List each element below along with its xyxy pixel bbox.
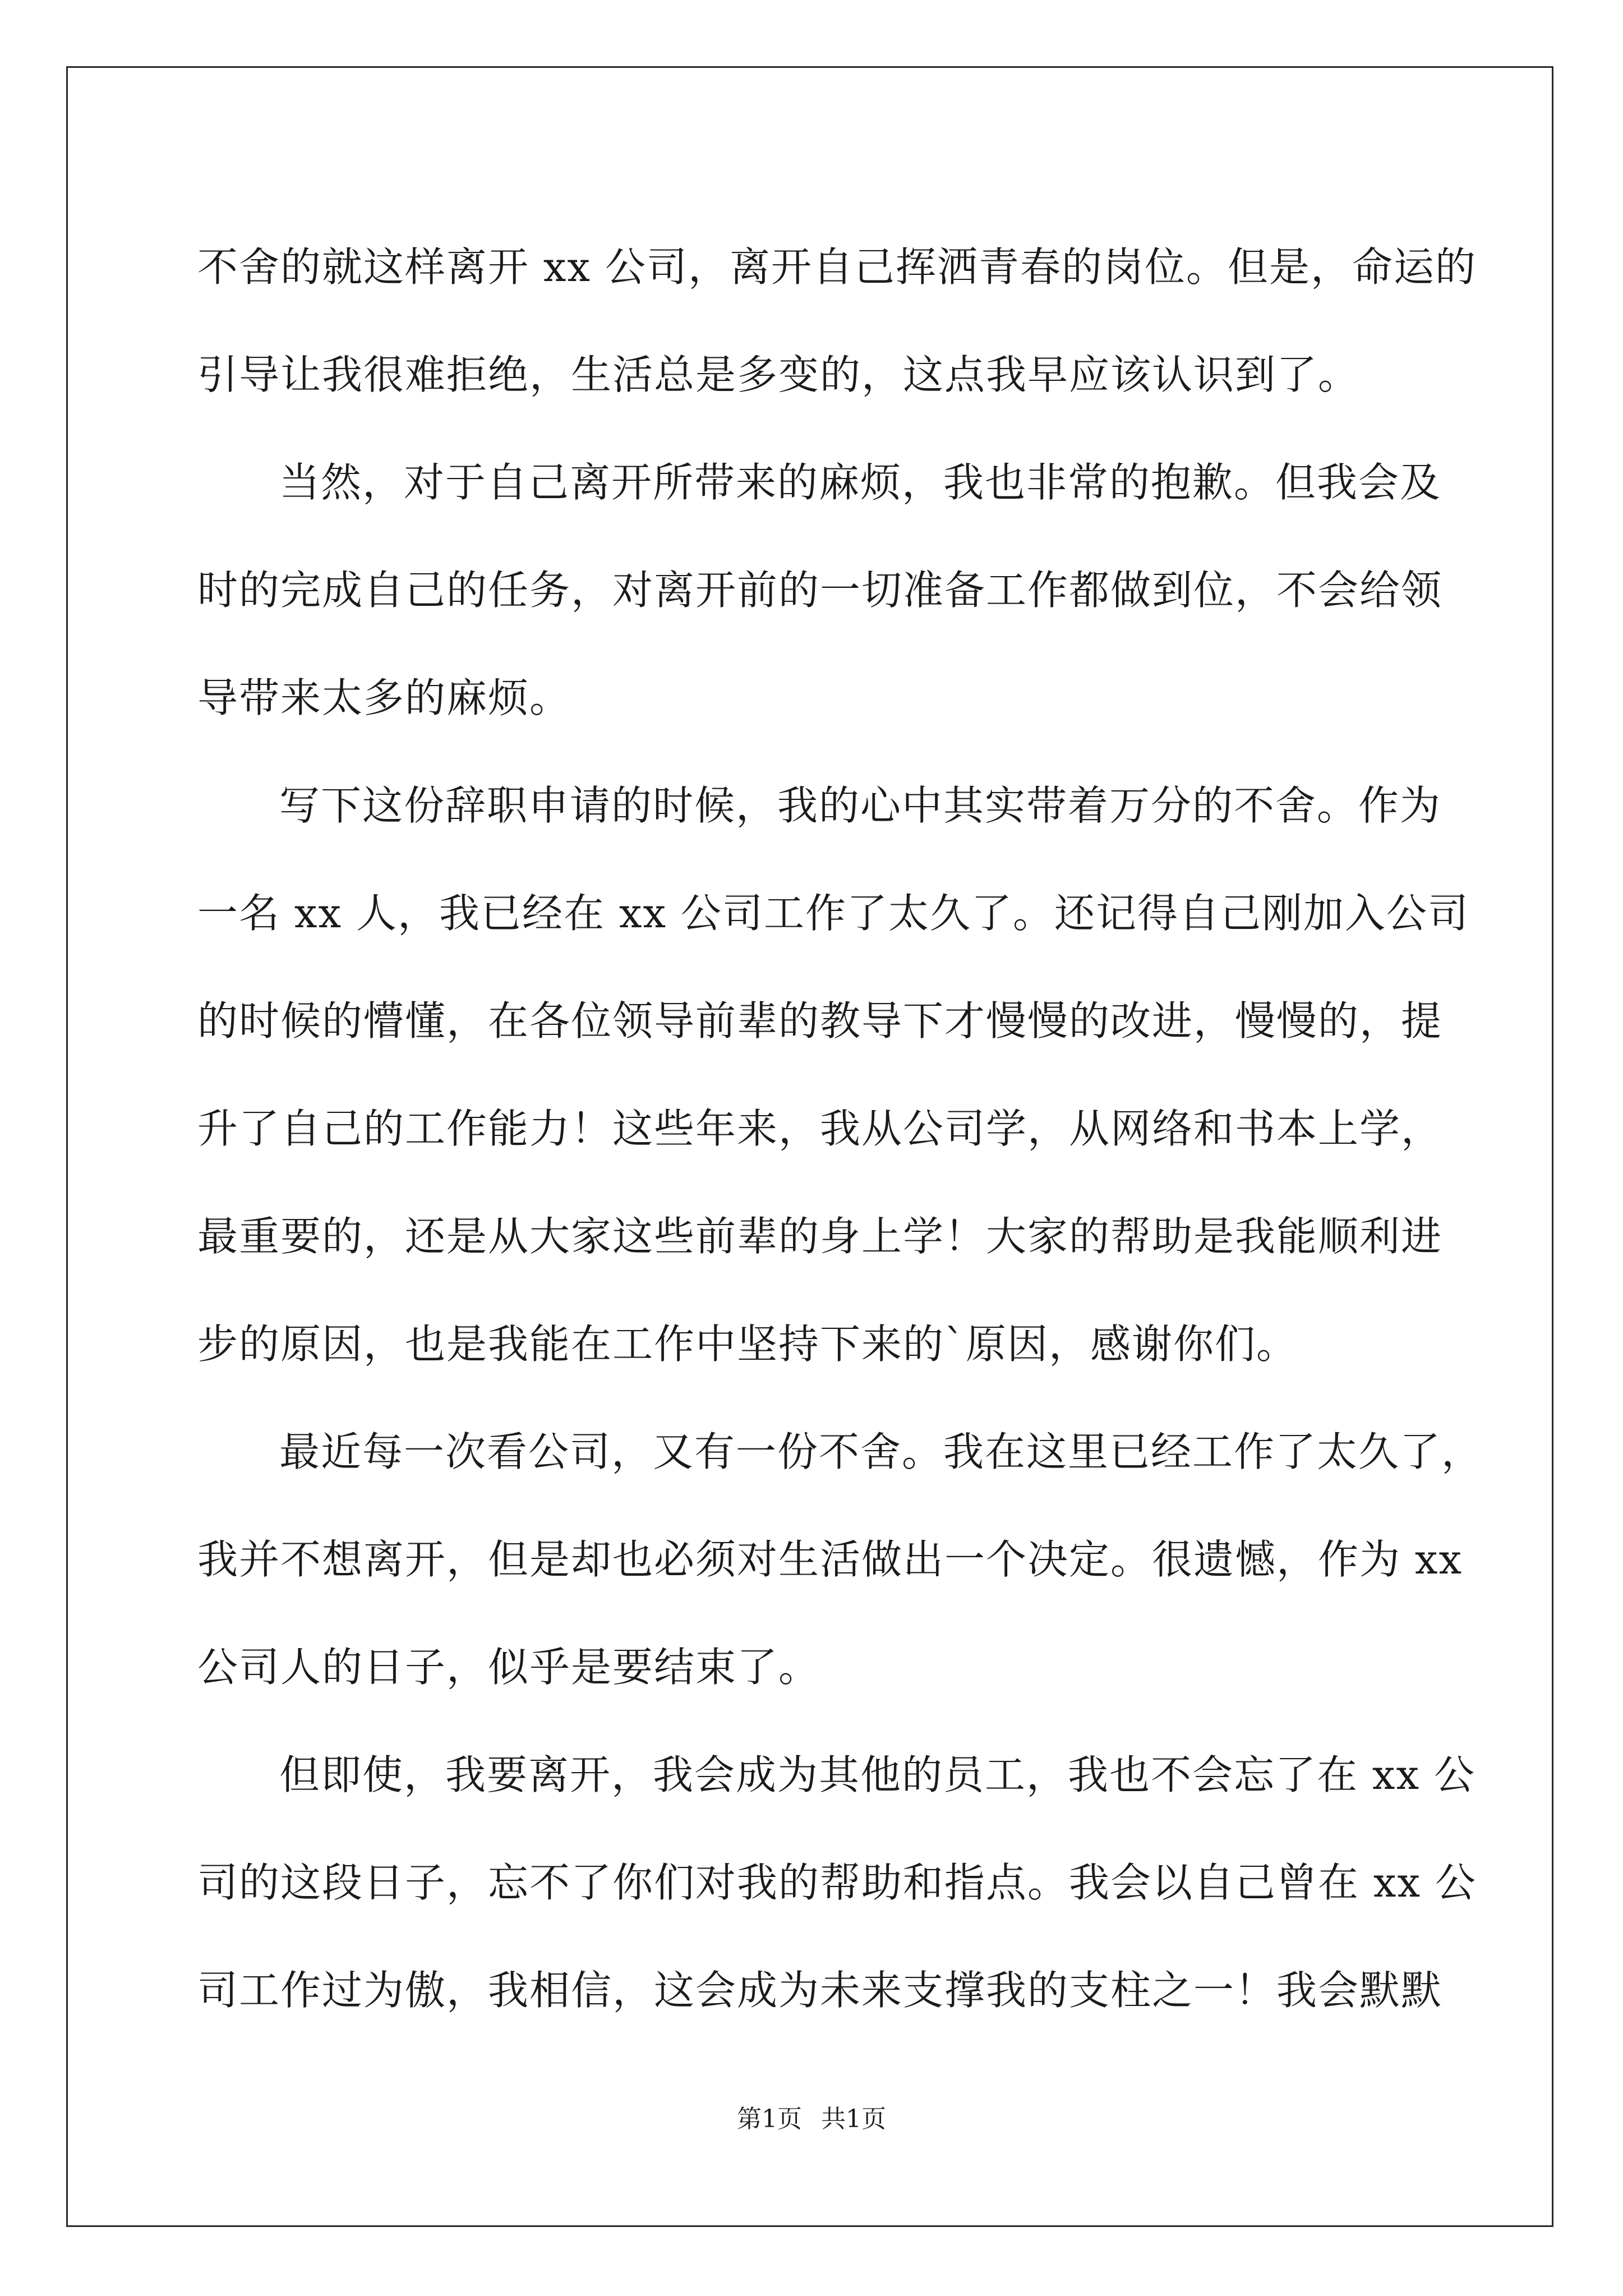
text-line: 司的这段日子，忘不了你们对我的帮助和指点。我会以自己曾在 xx 公 [197,1859,1477,1906]
text-line: 最重要的，还是从大家这些前辈的身上学！大家的帮助是我能顺利进 [197,1213,1443,1260]
page-number-total: 共1页 [821,2105,886,2133]
text-line: 写下这份辞职申请的时候，我的心中其实带着万分的不舍。作为 [279,782,1442,829]
text-line: 但即使，我要离开，我会成为其他的员工，我也不会忘了在 xx 公 [279,1751,1476,1798]
text-line: 不舍的就这样离开 xx 公司，离开自己挥洒青春的岗位。但是，命运的 [197,243,1477,291]
text-line: 时的完成自己的任务，对离开前的一切准备工作都做到位，不会给领 [197,567,1443,614]
text-line: 导带来太多的麻烦。 [197,674,571,721]
text-line: 司工作过为傲，我相信，这会成为未来支撑我的支柱之一！我会默默 [197,1967,1443,2014]
text-line: 最近每一次看公司，又有一份不舍。我在这里已经工作了太久了， [279,1428,1483,1475]
text-line: 当然，对于自己离开所带来的麻烦，我也非常的抱歉。但我会及 [279,459,1442,506]
text-line: 升了自己的工作能力！这些年来，我从公司学，从网络和书本上学， [197,1105,1443,1152]
text-line: 引导让我很难拒绝，生活总是多变的，这点我早应该认识到了。 [197,351,1360,398]
text-line: 的时候的懵懂，在各位领导前辈的教导下才慢慢的改进，慢慢的，提 [197,997,1443,1045]
text-line: 步的原因，也是我能在工作中坚持下来的`原因，感谢你们。 [197,1320,1298,1368]
text-line: 我并不想离开，但是却也必须对生活做出一个决定。很遗憾，作为 xx [197,1536,1463,1583]
text-line: 一名 xx 人，我已经在 xx 公司工作了太久了。还记得自己刚加入公司 [197,890,1469,937]
document-body [197,213,1483,2044]
page-number-current: 第1页 [737,2105,802,2133]
page-footer [0,2102,1623,2136]
text-line: 公司人的日子，似乎是要结束了。 [197,1644,820,1691]
